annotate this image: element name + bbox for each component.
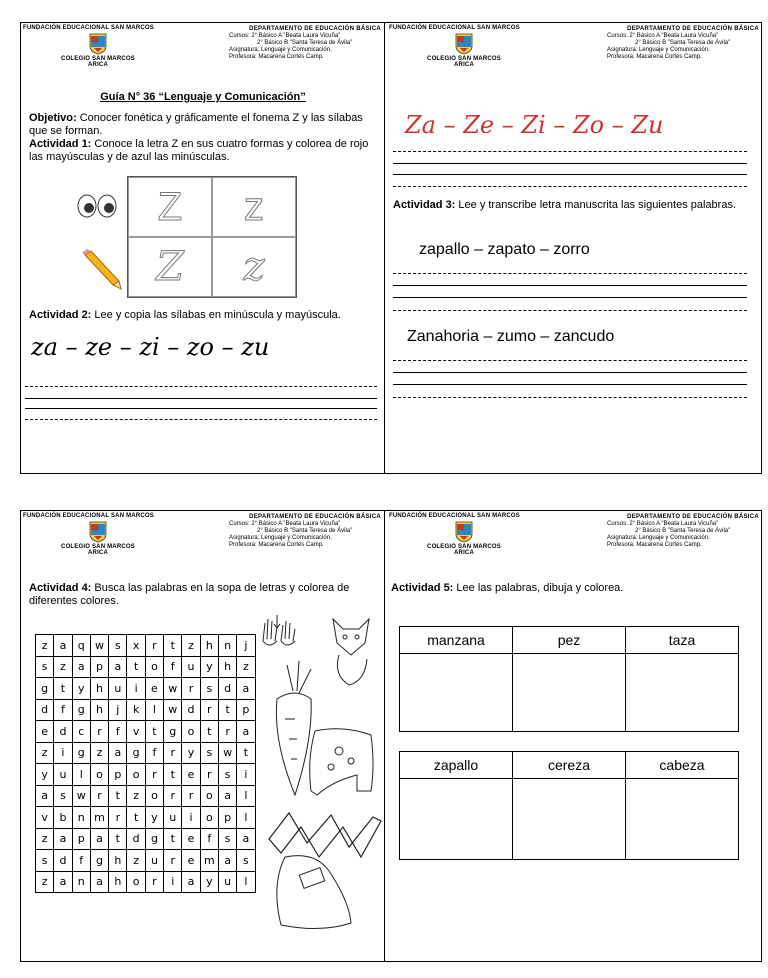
- soup-letter[interactable]: h: [218, 656, 236, 678]
- activity-2-label: Actividad 2:: [29, 309, 92, 321]
- teacher-line: Profesora: Macarena Cortés Camp.: [229, 542, 324, 548]
- soup-letter[interactable]: d: [54, 721, 72, 743]
- word-cell: taza: [626, 627, 739, 654]
- foundation-name: FUNDACIÓN EDUCACIONAL SAN MARCOS: [23, 513, 154, 519]
- soup-row: [36, 721, 256, 743]
- letter-print-lower: z: [212, 177, 296, 237]
- soup-letter[interactable]: s: [54, 785, 72, 807]
- soup-letter[interactable]: t: [200, 721, 218, 743]
- soup-letter[interactable]: t: [218, 699, 236, 721]
- soup-letter[interactable]: t: [164, 635, 182, 657]
- soup-letter[interactable]: g: [127, 742, 145, 764]
- shoe-icon: [309, 721, 379, 806]
- activity-4-label: Actividad 4:: [29, 582, 92, 594]
- activity-3-label: Actividad 3:: [393, 199, 456, 211]
- department-header: [229, 26, 381, 61]
- word-search-grid[interactable]: [35, 634, 256, 893]
- soup-letter[interactable]: u: [218, 871, 236, 893]
- soup-letter[interactable]: w: [90, 635, 108, 657]
- drawing-box[interactable]: [400, 654, 513, 732]
- soup-letter[interactable]: c: [72, 721, 90, 743]
- activity-2-body: Lee y copia las sílabas en minúscula y mayúscula.: [91, 309, 341, 321]
- soup-letter[interactable]: g: [90, 850, 108, 872]
- soup-letter[interactable]: h: [90, 699, 108, 721]
- school-city: ARICA: [88, 62, 108, 68]
- subject-line: Asignatura: Lenguaje y Comunicación.: [607, 47, 710, 53]
- page-divider: [384, 22, 385, 474]
- soup-letter[interactable]: b: [54, 807, 72, 829]
- soup-letter[interactable]: a: [54, 635, 72, 657]
- worksheet-top: [20, 22, 762, 474]
- activity-5-label: Actividad 5:: [391, 582, 454, 594]
- drawing-box[interactable]: [513, 654, 626, 732]
- soup-letter[interactable]: f: [72, 850, 90, 872]
- soup-letter[interactable]: r: [164, 785, 182, 807]
- soup-letter[interactable]: i: [237, 764, 255, 786]
- guide-title: Guía N° 36 “Lenguaje y Comunicación”: [100, 91, 306, 103]
- activity-2-text: [29, 309, 379, 322]
- soup-letter[interactable]: a: [90, 871, 108, 893]
- soup-letter[interactable]: e: [182, 828, 200, 850]
- soup-letter[interactable]: z: [36, 871, 54, 893]
- soup-letter[interactable]: a: [218, 785, 236, 807]
- soup-letter[interactable]: z: [54, 656, 72, 678]
- subject-line: Asignatura: Lenguaje y Comunicación.: [607, 535, 710, 541]
- words-row-2: Zanahoria – zumo – zancudo: [407, 328, 615, 345]
- hands-icon: [259, 611, 299, 656]
- soup-letter[interactable]: h: [109, 850, 127, 872]
- soup-letter[interactable]: d: [182, 699, 200, 721]
- soup-letter[interactable]: y: [182, 742, 200, 764]
- soup-letter[interactable]: z: [36, 828, 54, 850]
- soup-letter[interactable]: f: [164, 656, 182, 678]
- syllables-uppercase: Za – Ze – Zi – Zo – Zu: [405, 111, 664, 139]
- soup-letter[interactable]: z: [182, 635, 200, 657]
- word-cell: zapallo: [400, 752, 513, 779]
- soup-letter[interactable]: v: [36, 807, 54, 829]
- soup-letter[interactable]: w: [218, 742, 236, 764]
- soup-letter[interactable]: r: [200, 764, 218, 786]
- soup-letter[interactable]: p: [72, 828, 90, 850]
- letter-z-grid: [127, 176, 297, 298]
- drawing-box[interactable]: [400, 779, 513, 860]
- soup-row: [36, 635, 256, 657]
- soup-letter[interactable]: o: [145, 785, 163, 807]
- drawing-box[interactable]: [626, 779, 739, 860]
- soup-letter[interactable]: n: [218, 635, 236, 657]
- soup-letter[interactable]: e: [36, 721, 54, 743]
- soup-letter[interactable]: u: [164, 807, 182, 829]
- activity-3-body: Lee y transcribe letra manuscrita las siguientes palabras.: [455, 199, 736, 211]
- soup-letter[interactable]: z: [90, 742, 108, 764]
- soup-letter[interactable]: z: [127, 785, 145, 807]
- soup-letter[interactable]: f: [109, 721, 127, 743]
- school-city: ARICA: [454, 550, 474, 556]
- soup-letter[interactable]: a: [54, 871, 72, 893]
- teacher-line: Profesora: Macarena Cortés Camp.: [607, 54, 702, 60]
- soup-letter[interactable]: h: [90, 678, 108, 700]
- words-row-1: zapallo – zapato – zorro: [419, 241, 590, 258]
- school-name: COLEGIO SAN MARCOS: [427, 56, 501, 62]
- soup-letter[interactable]: f: [54, 699, 72, 721]
- soup-letter[interactable]: f: [200, 828, 218, 850]
- soup-letter[interactable]: j: [237, 635, 255, 657]
- soup-letter[interactable]: p: [109, 764, 127, 786]
- teacher-line: Profesora: Macarena Cortés Camp.: [229, 54, 324, 60]
- soup-letter[interactable]: a: [218, 850, 236, 872]
- soup-letter[interactable]: y: [72, 678, 90, 700]
- soup-letter[interactable]: n: [72, 807, 90, 829]
- soup-letter[interactable]: z: [36, 742, 54, 764]
- soup-letter[interactable]: k: [127, 699, 145, 721]
- soup-letter[interactable]: a: [90, 828, 108, 850]
- soup-letter[interactable]: u: [109, 678, 127, 700]
- draw-table-2: [399, 751, 739, 860]
- soup-letter[interactable]: m: [90, 807, 108, 829]
- draw-table-1: [399, 626, 739, 732]
- soup-letter[interactable]: r: [90, 721, 108, 743]
- courses-line-1: Cursos: 2° Básico A "Beata Laura Vicuña": [229, 521, 341, 527]
- soup-letter[interactable]: a: [237, 828, 255, 850]
- school-header: [389, 513, 539, 556]
- soup-letter[interactable]: t: [109, 785, 127, 807]
- soup-letter[interactable]: g: [145, 828, 163, 850]
- courses-line-2: 2° Básico B "Santa Teresa de Ávila": [635, 528, 731, 534]
- activity-1-body: Conoce la letra Z en sus cuatro formas y colorea de rojo las mayúsculas y de azul las minúsculas.: [29, 138, 369, 163]
- soup-letter[interactable]: s: [36, 656, 54, 678]
- soup-letter[interactable]: a: [237, 721, 255, 743]
- school-name: COLEGIO SAN MARCOS: [61, 56, 135, 62]
- department-name: DEPARTAMENTO DE EDUCACIÓN BÁSICA: [627, 514, 759, 520]
- soup-row: [36, 699, 256, 721]
- activity-5-body: Lee las palabras, dibuja y colorea.: [453, 582, 624, 594]
- soup-letter[interactable]: g: [72, 699, 90, 721]
- soup-letter[interactable]: u: [54, 764, 72, 786]
- fox-icon: [327, 611, 375, 696]
- soup-letter[interactable]: t: [237, 742, 255, 764]
- department-header: [607, 514, 759, 549]
- soup-letter[interactable]: q: [72, 635, 90, 657]
- foundation-name: FUNDACIÓN EDUCACIONAL SAN MARCOS: [23, 25, 154, 31]
- soup-letter[interactable]: r: [164, 742, 182, 764]
- eyes-icon: [77, 193, 117, 224]
- soup-letter[interactable]: p: [90, 656, 108, 678]
- writing-lines-4[interactable]: [393, 360, 747, 398]
- soup-letter[interactable]: a: [36, 785, 54, 807]
- soup-letter[interactable]: y: [200, 656, 218, 678]
- word-cell: cabeza: [626, 752, 739, 779]
- subject-line: Asignatura: Lenguaje y Comunicación.: [229, 47, 332, 53]
- teacher-line: Profesora: Macarena Cortés Camp.: [607, 542, 702, 548]
- soup-letter[interactable]: r: [182, 678, 200, 700]
- soup-letter[interactable]: d: [54, 850, 72, 872]
- courses-line-1: Cursos: 2° Básico A "Beata Laura Vicuña": [229, 33, 341, 39]
- school-name: COLEGIO SAN MARCOS: [427, 544, 501, 550]
- soup-letter[interactable]: g: [164, 721, 182, 743]
- soup-row: [36, 828, 256, 850]
- shoe-2-icon: [265, 847, 355, 942]
- soup-letter[interactable]: j: [109, 699, 127, 721]
- soup-row: [36, 871, 256, 893]
- activity-4-text: [29, 582, 379, 608]
- drawing-box[interactable]: [513, 779, 626, 860]
- page-4: [387, 511, 763, 961]
- soup-letter[interactable]: a: [72, 656, 90, 678]
- school-crest-icon: [455, 33, 473, 55]
- objective-text: [29, 112, 379, 138]
- soup-letter[interactable]: d: [127, 828, 145, 850]
- soup-letter[interactable]: d: [218, 678, 236, 700]
- soup-letter[interactable]: t: [127, 807, 145, 829]
- letter-print-upper: Z: [128, 177, 212, 237]
- soup-letter[interactable]: t: [109, 828, 127, 850]
- word-cell: manzana: [400, 627, 513, 654]
- writing-lines-3[interactable]: [393, 273, 747, 311]
- soup-letter[interactable]: r: [182, 785, 200, 807]
- department-name: DEPARTAMENTO DE EDUCACIÓN BÁSICA: [627, 26, 759, 32]
- soup-letter[interactable]: o: [200, 807, 218, 829]
- soup-letter[interactable]: t: [164, 764, 182, 786]
- syllables-lowercase: za – ze – zi – zo – zu: [31, 333, 270, 361]
- soup-letter[interactable]: u: [182, 656, 200, 678]
- activity-5-text: [391, 582, 741, 595]
- soup-letter[interactable]: e: [182, 764, 200, 786]
- department-header: [229, 514, 381, 549]
- soup-letter[interactable]: e: [182, 850, 200, 872]
- soup-letter[interactable]: a: [237, 678, 255, 700]
- courses-line-2: 2° Básico B "Santa Teresa de Ávila": [257, 40, 353, 46]
- worksheet-bottom: [20, 510, 762, 962]
- courses-line-1: Cursos: 2° Básico A "Beata Laura Vicuña": [607, 521, 719, 527]
- school-name: COLEGIO SAN MARCOS: [61, 544, 135, 550]
- soup-letter[interactable]: g: [72, 742, 90, 764]
- soup-letter[interactable]: d: [36, 699, 54, 721]
- soup-letter[interactable]: o: [127, 871, 145, 893]
- soup-letter[interactable]: h: [109, 871, 127, 893]
- word-cell: pez: [513, 627, 626, 654]
- soup-letter[interactable]: n: [72, 871, 90, 893]
- soup-letter[interactable]: y: [145, 807, 163, 829]
- soup-letter[interactable]: i: [54, 742, 72, 764]
- subject-line: Asignatura: Lenguaje y Comunicación.: [229, 535, 332, 541]
- soup-letter[interactable]: s: [200, 742, 218, 764]
- soup-letter[interactable]: w: [164, 678, 182, 700]
- drawing-box[interactable]: [626, 654, 739, 732]
- activity-4-body: Busca las palabras en la sopa de letras y colorea de diferentes colores.: [29, 582, 350, 607]
- foundation-name: FUNDACIÓN EDUCACIONAL SAN MARCOS: [389, 513, 520, 519]
- soup-letter[interactable]: s: [237, 850, 255, 872]
- soup-letter[interactable]: p: [237, 699, 255, 721]
- school-header: [23, 513, 173, 556]
- activity-3-text: [393, 199, 753, 212]
- school-city: ARICA: [454, 62, 474, 68]
- letter-cursive-lower: z: [212, 237, 296, 297]
- pencil-icon: [79, 249, 123, 296]
- soup-letter[interactable]: l: [237, 871, 255, 893]
- soup-letter[interactable]: o: [127, 764, 145, 786]
- department-name: DEPARTAMENTO DE EDUCACIÓN BÁSICA: [249, 26, 381, 32]
- soup-row: [36, 742, 256, 764]
- soup-letter[interactable]: r: [200, 699, 218, 721]
- soup-letter[interactable]: i: [164, 871, 182, 893]
- letter-cursive-upper: Z: [128, 237, 212, 297]
- soup-row: [36, 807, 256, 829]
- page-2: [387, 23, 763, 473]
- soup-letter[interactable]: e: [145, 678, 163, 700]
- courses-line-2: 2° Básico B "Santa Teresa de Ávila": [257, 528, 353, 534]
- soup-letter[interactable]: r: [145, 635, 163, 657]
- page-1: [21, 23, 385, 473]
- word-cell: cereza: [513, 752, 626, 779]
- soup-letter[interactable]: u: [145, 850, 163, 872]
- school-crest-icon: [89, 33, 107, 55]
- soup-row: [36, 656, 256, 678]
- soup-letter[interactable]: s: [36, 850, 54, 872]
- soup-letter[interactable]: i: [127, 678, 145, 700]
- writing-lines-1[interactable]: [25, 386, 377, 420]
- soup-letter[interactable]: l: [237, 785, 255, 807]
- foundation-name: FUNDACIÓN EDUCACIONAL SAN MARCOS: [389, 25, 520, 31]
- soup-letter[interactable]: a: [109, 742, 127, 764]
- soup-letter[interactable]: t: [145, 721, 163, 743]
- department-header: [607, 26, 759, 61]
- activity-1-label: Actividad 1:: [29, 138, 92, 150]
- soup-letter[interactable]: t: [127, 656, 145, 678]
- courses-line-2: 2° Básico B "Santa Teresa de Ávila": [635, 40, 731, 46]
- school-crest-icon: [455, 521, 473, 543]
- soup-letter[interactable]: i: [182, 807, 200, 829]
- soup-row: [36, 785, 256, 807]
- soup-letter[interactable]: y: [36, 764, 54, 786]
- soup-letter[interactable]: r: [145, 764, 163, 786]
- school-city: ARICA: [88, 550, 108, 556]
- soup-letter[interactable]: t: [54, 678, 72, 700]
- soup-letter[interactable]: x: [127, 635, 145, 657]
- soup-letter[interactable]: f: [145, 742, 163, 764]
- soup-letter[interactable]: o: [200, 785, 218, 807]
- soup-letter[interactable]: r: [90, 785, 108, 807]
- page-3: [21, 511, 385, 961]
- school-crest-icon: [89, 521, 107, 543]
- soup-letter[interactable]: l: [145, 699, 163, 721]
- activity-1-text: [29, 138, 379, 164]
- soup-letter[interactable]: r: [164, 850, 182, 872]
- page-divider: [384, 510, 385, 962]
- soup-row: [36, 764, 256, 786]
- soup-letter[interactable]: z: [127, 850, 145, 872]
- soup-row: [36, 678, 256, 700]
- soup-letter[interactable]: r: [145, 871, 163, 893]
- soup-letter[interactable]: a: [182, 871, 200, 893]
- soup-letter[interactable]: l: [72, 764, 90, 786]
- soup-letter[interactable]: a: [54, 828, 72, 850]
- school-header: [389, 25, 539, 68]
- soup-letter[interactable]: l: [237, 807, 255, 829]
- objective-label: Objetivo:: [29, 112, 77, 124]
- soup-letter[interactable]: r: [218, 721, 236, 743]
- soup-letter[interactable]: v: [127, 721, 145, 743]
- soup-letter[interactable]: a: [109, 656, 127, 678]
- soup-letter[interactable]: z: [237, 656, 255, 678]
- soup-letter[interactable]: p: [218, 807, 236, 829]
- objective-body: Conocer fonética y gráficamente el fonema Z y las sílabas que se forman.: [29, 112, 363, 137]
- department-name: DEPARTAMENTO DE EDUCACIÓN BÁSICA: [249, 514, 381, 520]
- soup-letter[interactable]: w: [164, 699, 182, 721]
- soup-letter[interactable]: o: [182, 721, 200, 743]
- courses-line-1: Cursos: 2° Básico A "Beata Laura Vicuña": [607, 33, 719, 39]
- soup-letter[interactable]: z: [36, 635, 54, 657]
- soup-letter[interactable]: s: [109, 635, 127, 657]
- soup-letter[interactable]: y: [200, 871, 218, 893]
- soup-letter[interactable]: w: [72, 785, 90, 807]
- soup-letter[interactable]: g: [36, 678, 54, 700]
- soup-letter[interactable]: r: [109, 807, 127, 829]
- soup-letter[interactable]: m: [200, 850, 218, 872]
- soup-letter[interactable]: s: [200, 678, 218, 700]
- soup-row: [36, 850, 256, 872]
- soup-letter[interactable]: h: [200, 635, 218, 657]
- soup-letter[interactable]: s: [218, 828, 236, 850]
- school-header: [23, 25, 173, 68]
- soup-letter[interactable]: t: [164, 828, 182, 850]
- soup-letter[interactable]: o: [145, 656, 163, 678]
- soup-letter[interactable]: s: [218, 764, 236, 786]
- soup-letter[interactable]: o: [90, 764, 108, 786]
- writing-lines-2[interactable]: [393, 151, 747, 187]
